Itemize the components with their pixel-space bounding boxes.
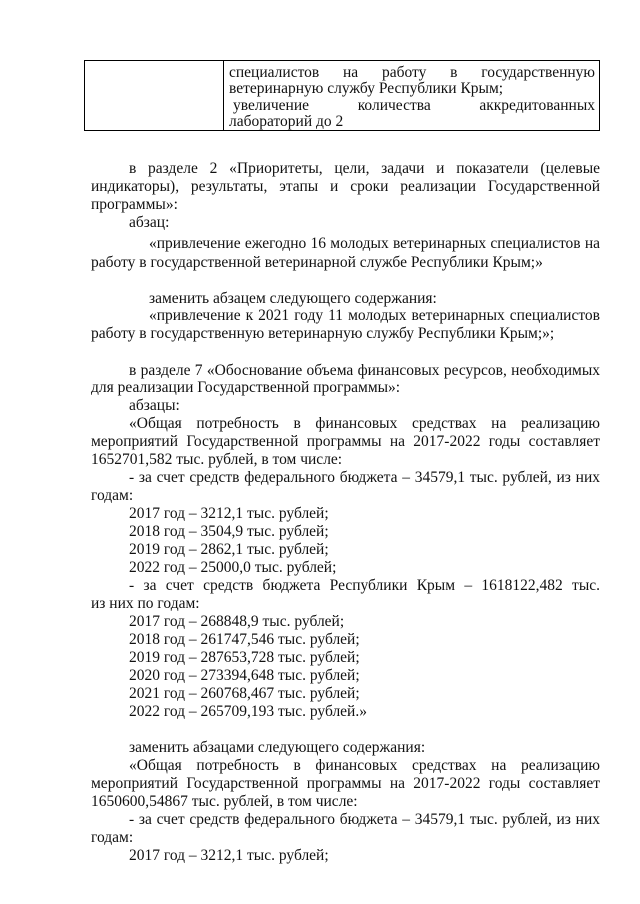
paragraph-line: программы»: — [91, 196, 178, 213]
year-line: 2017 год – 3212,1 тыс. рублей; — [129, 505, 329, 522]
year-line: 2021 год – 260768,467 тыс. рублей; — [129, 685, 360, 702]
paragraph-line: абзац: — [129, 214, 170, 231]
paragraph-line: - за счет средств федерального бюджета – 34579,1 тыс. рублей, из них — [129, 811, 600, 828]
year-line: 2020 год – 273394,648 тыс. рублей; — [129, 667, 360, 684]
table-column-divider — [223, 61, 224, 130]
table-fragment — [84, 60, 600, 131]
quote-line: «привлечение ежегодно 16 молодых ветеринарных специалистов на — [149, 235, 600, 252]
paragraph-line: - за счет средств бюджета Республики Крым – 1618122,482 тыс. — [129, 577, 600, 594]
paragraph-line: «Общая потребность в финансовых средствах на реализацию — [129, 757, 600, 774]
paragraph-line: мероприятий Государственной программы на 2017-2022 годы составляет — [91, 433, 600, 450]
paragraph-line: «Общая потребность в финансовых средствах на реализацию — [129, 415, 600, 432]
paragraph-line: для реализации Государственной программы»: — [91, 379, 401, 396]
year-line: 2022 год – 265709,193 тыс. рублей.» — [129, 703, 367, 720]
year-line: 2019 год – 287653,728 тыс. рублей; — [129, 649, 360, 666]
paragraph-line: абзацы: — [129, 397, 180, 414]
paragraph-line: заменить абзацами следующего содержания: — [129, 739, 426, 756]
year-line: 2019 год – 2862,1 тыс. рублей; — [129, 541, 329, 558]
paragraph-line: в разделе 2 «Приоритеты, цели, задачи и показатели (целевые — [129, 160, 600, 177]
quote-line: «привлечение к 2021 году 11 молодых ветеринарных специалистов — [149, 307, 600, 324]
table-cell-line: ветеринарную службу Республики Крым; — [229, 80, 504, 97]
year-line: 2018 год – 261747,546 тыс. рублей; — [129, 631, 360, 648]
paragraph-line: годам: — [91, 829, 134, 846]
quote-line: работу в государственную ветеринарную службу Республики Крым;»; — [91, 325, 555, 342]
quote-line: работу в государственной ветеринарной службе Республики Крым;» — [91, 254, 543, 271]
table-cell-line: увеличение количества аккредитованных — [233, 97, 595, 114]
paragraph-line: заменить абзацем следующего содержания: — [149, 290, 437, 307]
table-cell-line: лабораторий до 2 — [229, 113, 344, 130]
year-line: 2018 год – 3504,9 тыс. рублей; — [129, 523, 329, 540]
paragraph-line: - за счет средств федерального бюджета – 34579,1 тыс. рублей, из них — [129, 469, 600, 486]
year-line: 2022 год – 25000,0 тыс. рублей; — [129, 559, 337, 576]
paragraph-line: годам: — [91, 487, 134, 504]
table-cell-line: специалистов на работу в государственную — [229, 64, 595, 81]
year-line: 2017 год – 3212,1 тыс. рублей; — [129, 847, 329, 864]
paragraph-line: из них по годам: — [91, 595, 200, 612]
paragraph-line: мероприятий Государственной программы на 2017-2022 годы составляет — [91, 775, 600, 792]
year-line: 2017 год – 268848,9 тыс. рублей; — [129, 613, 345, 630]
paragraph-line: 1652701,582 тыс. рублей, в том числе: — [91, 451, 343, 468]
paragraph-line: индикаторы), результаты, этапы и сроки реализации Государственной — [91, 178, 600, 195]
paragraph-line: 1650600,54867 тыс. рублей, в том числе: — [91, 793, 358, 810]
paragraph-line: в разделе 7 «Обоснование объема финансовых ресурсов, необходимых — [129, 362, 600, 379]
